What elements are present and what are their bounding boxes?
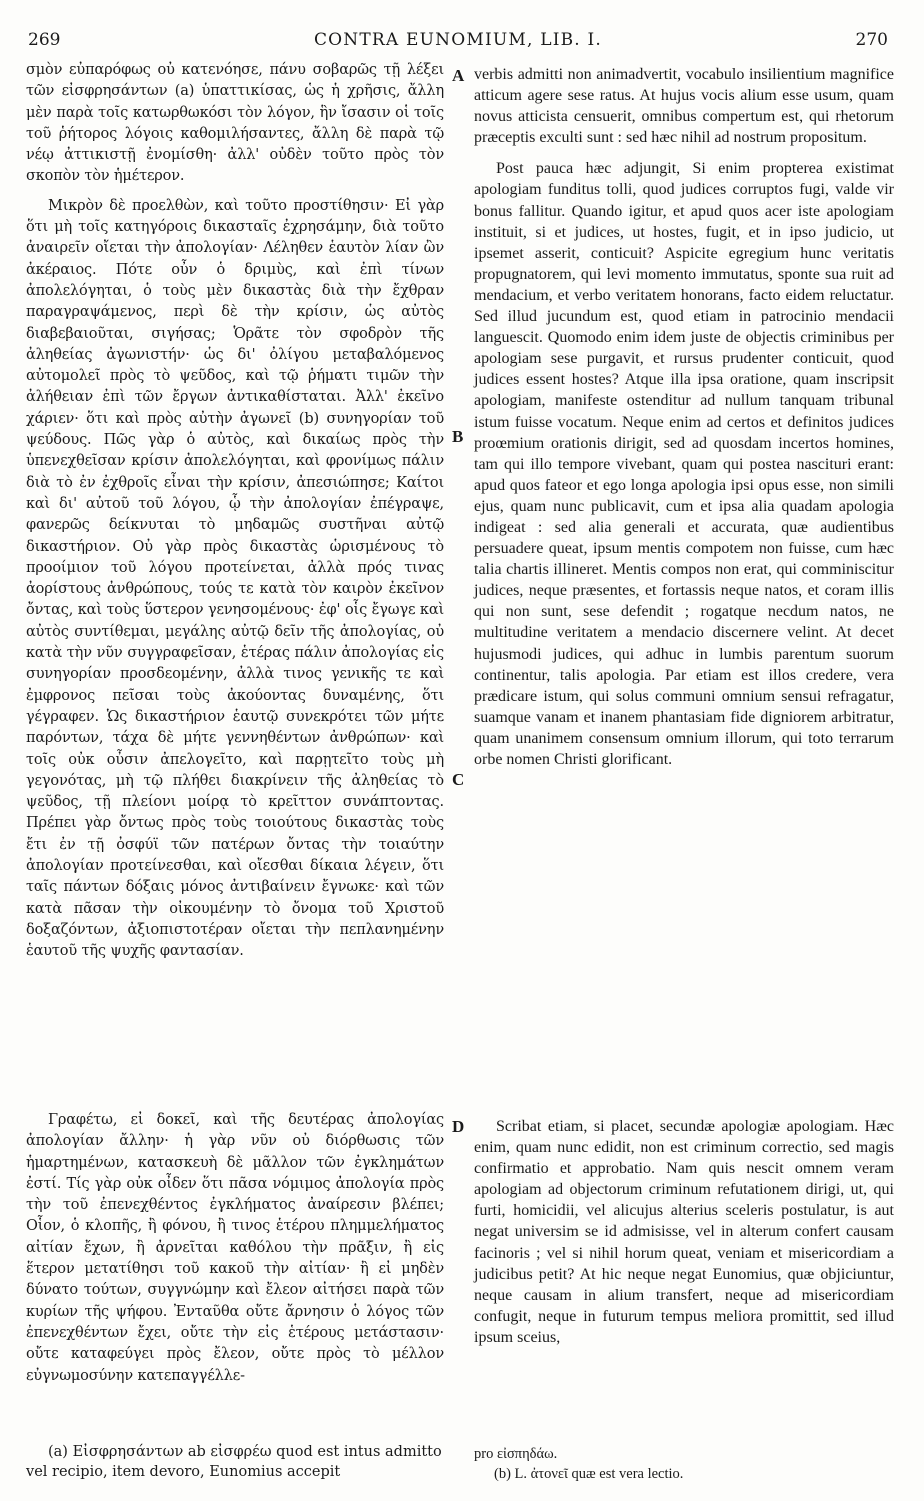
margin-letter-d: D	[452, 1117, 465, 1136]
footnote-b: (b) L. ἀτονεῖ quæ est vera lectio.	[494, 1466, 684, 1482]
latin-paragraph-2: Post pauca hæc adjungit, Si enim propterea existimat apologiam funditus tolli, quod judices corruptos fugi, valde vir bonus fallitur. Quando igitur, et apud quos acer iste apologiam instituit, si et judices, ut hostes, fugit, et in ipso judicio, ut ipsemet asserit, conticuit? Aspicite egregium hunc veritatis propugnatorem, qui levi momento immutatus, sponte sua ruit ad mendacium, et verbo veritatem honorans, facto eidem reluctatur. Sed illud jucundum est, quod etiam in patrocinio mendacii languescit. Quomodo enim idem juste de objectis criminibus per apologiam sese purgavit, et rursus prudenter conticuit, quod judices essent hostes? Atque illa ipsa oratione, quam inscripsit apologiam, manifeste ostenditur ad nullum tanquam tribunal istum fuisse vocatum. Neque enim ad certos et definitos judices proœmium orationis dirigit, sed ad quosdam incertos homines, tam qui illo tempore vivebant, quam qui postea nascituri erant: apud quos fateor et ego longa apologia ipsi opus esse, non simili ejus, quam nunc publicavit, cum et ipsa alia quadam apologia indigeat : sed alia generali et accurata, quæ audientibus persuadere queat, ipsum mentis compotem non fuisse, cum hæc talia chartis illineret. Mentis compos non erat, qui comminiscitur judices, neque præsentes, et fortassis neque natos, et coram illis qui non sunt, sese defendit ; rogatque necdum natos, ne multitudine veritatem a mendacio discernere velint. At decet hujusmodi judices, qui adhuc in lumbis parentum suorum continentur, talis apologia. Par etiam est illos credere, vera prædicare istum, qui solus communi omnium sensui refragatur, suamque vanam et inanem phantasiam fide digniorem arbitratur, quam unanimem consensum omnium illorum, qui toto terrarum orbe nomen Christi glorificant.	[474, 160, 894, 768]
greek-paragraph-1: σμὸν εὐπαρόφως οὐ κατενόησε, πάνυ σοβαρῶς τῇ λέξει τῶν εἰσφρησάντων (a) ὑπαττικίσας, ὡς ἡ χρῆσις, ἄλλη μὲν παρὰ τοῖς κατωρθωκόσι τὸν λόγον, ἣν ἴσασιν οἱ τοῖς τοῦ ῥήτορος λόγοις καθομιλήσαντες, ἄλλη δὲ παρὰ τῷ νέῳ ἀττικιστῇ ἐνομίσθη· ἀλλ' οὐδὲν τοῦτο πρὸς τὸν σκοπὸν τὸν ἡμέτερον.	[26, 62, 444, 185]
footnote-a-continuation: pro εἰσπηδάω.	[474, 1446, 558, 1462]
latin-paragraph-3: Scribat etiam, si placet, secundæ apologiæ apologiam. Hæc enim, quam nunc edidit, non est criminum correctio, sed magis confirmatio et approbatio. Nam quis nescit omnem veram apologiam ad objectorum criminum refutationem dirigi, ut, qui furti, homicidii, vel alicujus alterius sceleris postulatur, is aut negat universim se id admisisse, vel in alterum confert causam facinoris ; vel si nihil horum queat, veniam et misericordiam a judicibus petit? At hic neque negat Eunomius, quæ objiciuntur, neque causam in alium transfert, neque ad misericordiam confugit, neque in futurum tempus meliora promittit, sed illud ipsum sceius,	[474, 1118, 894, 1346]
greek-column	[26, 60, 444, 962]
footnote-a: (a) Εἰσφρησάντων ab εἰσφρέω quod est intus admitto vel recipio, item devoro, Eunomius accepit	[26, 1444, 442, 1480]
margin-letter-b: B	[452, 427, 464, 446]
margin-letter-c: C	[452, 770, 465, 789]
margin-letter-a: A	[452, 66, 465, 85]
latin-paragraph-1: verbis admitti non animadvertit, vocabulo insilientium magnifice atticum agere sese ratus. At hujus vocis alium esse usum, quam novus atticista censuerit, omnibus compertum est, qui rhetorum præceptis exculti sunt : sed hæc nihil ad nostrum propositum.	[474, 66, 894, 147]
page-number-right: 270	[855, 30, 888, 50]
footnotes-right	[474, 1444, 894, 1484]
page-number-left: 269	[28, 30, 61, 50]
running-head-title: CONTRA EUNOMIUM, LIB. I.	[313, 30, 603, 50]
latin-column	[474, 64, 894, 770]
running-header	[28, 30, 888, 56]
greek-paragraph-2: Μικρὸν δὲ προελθὼν, καὶ τοῦτο προστίθησιν· Εἰ γὰρ ὅτι μὴ τοῖς κατηγόροις δικασταῖς ἐχρησάμην, διὰ τοῦτο ἀναιρεῖν οἴεται τὴν ἀπολογίαν· Λέληθεν ἑαυτὸν λίαν ὢν ἀκέραιος. Πότε οὖν ὁ δριμὺς, καὶ ἐπὶ τίνων ἀπολελόγηται, ὁ τοὺς μὲν δικαστὰς διὰ τὴν ἔχθραν παραγραψάμενος, περὶ δὲ τὴν κρίσιν, ὡς αὐτὸς διαβεβαιοῦται, σιγήσας; Ὁρᾶτε τὸν σφοδρὸν τῆς ἀληθείας ἀγωνιστήν· ὡς δι' ὀλίγου μεταβαλόμενος αὐτομολεῖ πρὸς τὸ ψεῦδος, καὶ τῷ ῥήματι τιμῶν τὴν ἀλήθειαν ἐπὶ τῶν ἔργων ἀντικαθίσταται. Ἀλλ' ἐκεῖνο χάριεν· ὅτι καὶ πρὸς αὐτὴν ἀγωνεῖ (b) συνηγορίαν τοῦ ψεύδους. Πῶς γὰρ ὁ αὐτὸς, καὶ δικαίως πρὸς τὴν ὑπενεχθεῖσαν κρίσιν ἀπολελόγηται, καὶ φρονίμως πάλιν διὰ τὸ ἐν ἐχθροῖς εἶναι τὴν κρίσιν, ἀπεσιώπησε; Καίτοι καὶ δι' αὐτοῦ τοῦ λόγου, ᾧ τὴν ἀπολογίαν ἐπέγραψε, φανερῶς δείκνυται τὸ μηδαμῶς συστῆναι αὐτῷ δικαστήριον. Οὐ γὰρ πρὸς δικαστὰς ὡρισμένους τὸ προοίμιον τοῦ λόγου προτείνεται, ἀλλὰ πρός τινας ἀορίστους ἀνθρώπους, τούς τε κατὰ τὸν καιρὸν ἐκεῖνον ὄντας, καὶ τοὺς ὕστερον γενησομένους· ἐφ' οἷς ἔγωγε καὶ αὐτὸς συντίθεμαι, μεγάλης αὐτῷ δεῖν τῆς ἀπολογίας, οὐ κατὰ τὴν νῦν συγγραφεῖσαν, ἑτέρας πάλιν ἀπολογίας εἰς συνηγορίαν προσδεομένην, ἀλλὰ τινος γενικῆς τε καὶ ἐμφρονος πεῖσαι τοὺς ἀκούοντας δυναμένης, ὅτι γέγραφεν. Ὡς δικαστήριον ἑαυτῷ συνεκρότει τῶν μήτε παρόντων, τάχα δὲ μήτε γεννηθέντων ἀνθρώπων· καὶ τοῖς οὐκ οὖσιν ἀπελογεῖτο, καὶ παρῃτεῖτο τοὺς μὴ γεγονότας, μὴ τῷ πλήθει διακρίνειν τῆς ἀληθείας τὸ ψεῦδος, τῇ πλείονι μοίρᾳ τὸ κρεῖττον συνάπτοντας. Πρέπει γὰρ ὄντως πρὸς τοὺς τοιούτους δικαστὰς τοὺς ἔτι ἐν τῇ ὀσφύϊ τῶν πατέρων ὄντας τὴν τοιαύτην ἀπολογίαν προτείνεσθαι, καὶ οἴεσθαι δίκαια λέγειν, ὅτι ταῖς πάντων δόξαις μόνος ἀντιβαίνειν ἔγνωκε· καὶ τῶν κατὰ πᾶσαν τὴν οἰκουμένην τὸ ὄνομα τοῦ Χριστοῦ δοξαζόντων, ἀξιοπιστοτέραν οἴεται τὴν πεπλανημένην ἑαυτοῦ τῆς ψυχῆς φαντασίαν.	[26, 197, 444, 960]
greek-paragraph-3: Γραφέτω, εἰ δοκεῖ, καὶ τῆς δευτέρας ἀπολογίας ἀπολογίαν ἄλλην· ἡ γὰρ νῦν οὐ διόρθωσις τῶν ἡμαρτημένων, κατασκευὴ δὲ μᾶλλον τῶν ἐγκλημάτων ἐστί. Τίς γὰρ οὐκ οἶδεν ὅτι πᾶσα νόμιμος ἀπολογία πρὸς τὴν τοῦ ἐπενεχθέντος ἐγκλήματος ἀναίρεσιν βλέπει; Οἷον, ὁ κλοπῆς, ἢ φόνου, ἢ τινος ἑτέρου πλημμελήματος αἰτίαν ἔχων, ἢ ἀρνεῖται καθόλου τὴν πρᾶξιν, ἢ εἰς ἕτερον μετατίθησι τοῦ κακοῦ τὴν αἰτίαν· ἢ εἰ μηδὲν δύνατο τούτων, συγγνώμην καὶ ἔλεον αἰτήσει παρὰ τῶν κυρίων τῆς ψήφου. Ἐνταῦθα οὔτε ἄρνησιν ὁ λόγος τῶν ἐπενεχθέντων ἔχει, οὔτε τὴν εἰς ἑτέρους μετάστασιν· οὔτε καταφεύγει πρὸς ἔλεον, οὔτε πρὸς τὸ μέλλον εὐγνωμοσύνην κατεπαγγέλλε-	[26, 1112, 444, 1384]
